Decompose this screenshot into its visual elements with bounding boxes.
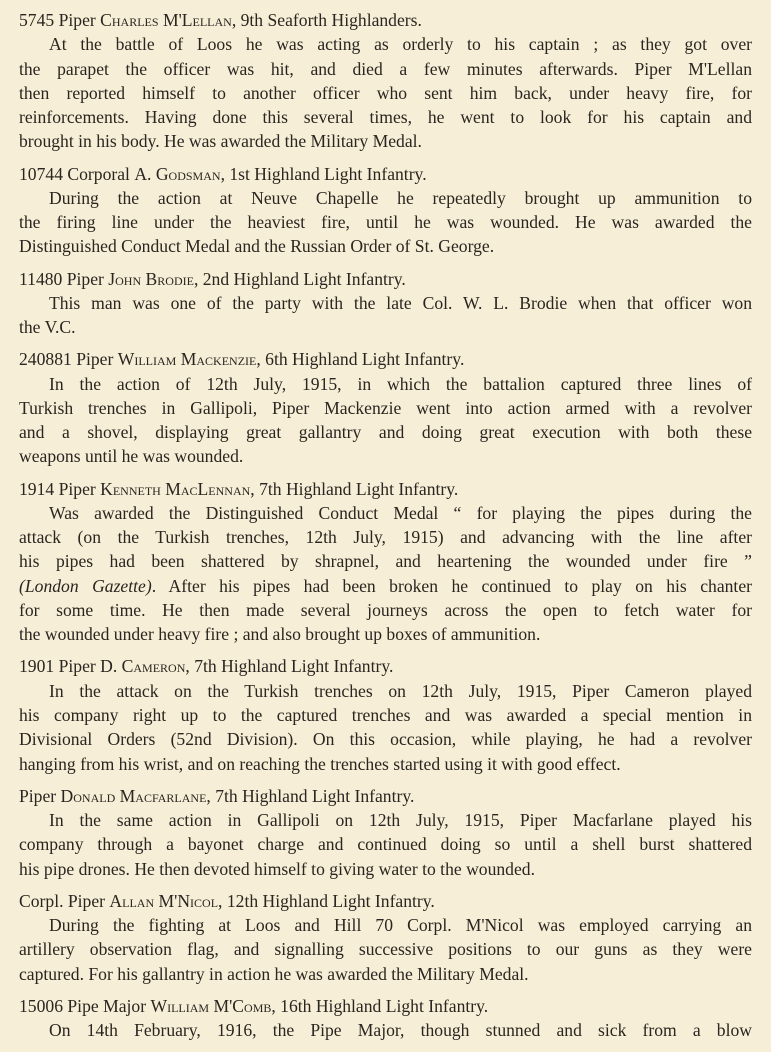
body-line: company through a bayonet charge and continued doing so until a shell burst shattered — [19, 834, 752, 855]
body-line: then reported himself to another officer who sent him back, under heavy fire, for — [19, 82, 752, 103]
rank: Piper — [76, 349, 114, 370]
soldier-name: A. Godsman — [134, 163, 221, 184]
body-line: for some time. He then made several journeys across the open to fetch water for — [19, 600, 752, 621]
body-line: his pipes had been shattered by shrapnel, and heartening the wounded under fire ” — [19, 551, 752, 572]
rank: Piper — [58, 656, 96, 677]
roll-entry — [19, 477, 752, 647]
soldier-name: D. Cameron — [100, 656, 186, 677]
entry-heading — [19, 477, 752, 501]
soldier-name: Charles M'Lellan — [100, 10, 232, 30]
service-number: 240881 — [19, 349, 72, 370]
service-number: 10744 — [19, 163, 63, 184]
service-number: 1914 — [19, 478, 55, 499]
body-line — [19, 574, 752, 598]
roll-entry — [19, 784, 752, 881]
body-line: During the fighting at Loos and Hill 70 Corpl. M'Nicol was employed carrying an — [49, 914, 752, 935]
body-line: On 14th February, 1916, the Pipe Major, though stunned and sick from a blow — [49, 1019, 752, 1040]
unit: , 2nd Highland Light Infantry. — [193, 268, 406, 289]
body-line: Divisional Orders (52nd Division). On this occasion, while playing, he had a revolver — [19, 729, 752, 750]
body-line: reinforcements. Having done this several times, he went to look for his captain and — [19, 107, 752, 128]
body-line: hanging from his wrist, and on reaching the trenches started using it with good effect. — [19, 753, 621, 774]
rank: Corporal — [67, 163, 130, 184]
citation: (London Gazette) — [19, 575, 152, 596]
body-line: the parapet the officer was hit, and died a few minutes afterwards. Piper M'Lellan — [19, 58, 752, 79]
entry-heading — [19, 994, 752, 1018]
body-line: the firing line under the heaviest fire, until he was wounded. He was awarded the — [19, 212, 752, 233]
entry-heading — [19, 347, 752, 371]
body-line: his pipe drones. He then devoted himself to giving water to the wounded. — [19, 858, 535, 879]
roll-entry — [19, 994, 752, 1043]
body-line: weapons until he was wounded. — [19, 446, 244, 467]
roll-entry — [19, 654, 752, 775]
unit: , 12th Highland Light Infantry. — [218, 890, 435, 911]
entry-heading — [19, 889, 752, 913]
unit: , 6th Highland Light Infantry. — [256, 349, 465, 370]
roll-entry — [19, 267, 752, 340]
rank: Piper — [58, 10, 96, 30]
entry-heading — [19, 162, 752, 186]
rank: Piper — [66, 268, 104, 289]
entry-heading — [19, 784, 752, 808]
service-number: 11480 — [19, 268, 63, 289]
entry-heading — [19, 654, 752, 678]
rank: Corpl. Piper — [19, 890, 106, 911]
body-line: At the battle of Loos he was acting as orderly to his captain ; as they got over — [49, 34, 752, 55]
body-line: In the attack on the Turkish trenches on 12th July, 1915, Piper Cameron played — [49, 680, 752, 701]
soldier-name: Allan M'Nicol — [109, 890, 219, 911]
soldier-name: William M'Comb — [150, 995, 272, 1016]
body-line: his company right up to the captured trenches and was awarded a special mention in — [19, 705, 752, 725]
roll-entry — [19, 889, 752, 986]
body-line: In the action of 12th July, 1915, in which the battalion captured three lines of — [49, 373, 752, 394]
body-line: captured. For his gallantry in action he was awarded the Military Medal. — [19, 963, 529, 984]
unit: , 16th Highland Light Infantry. — [271, 995, 489, 1016]
rank: Piper — [19, 785, 57, 806]
roll-entry — [19, 162, 752, 259]
service-number: 15006 — [19, 995, 63, 1016]
body-line: the V.C. — [19, 317, 76, 338]
body-line: and a shovel, displaying great gallantry and doing great execution with both these — [19, 422, 752, 443]
text-segment: . After his pipes had been broken he continued to play on his chanter — [151, 575, 752, 596]
unit: , 7th Highland Light Infantry. — [250, 478, 459, 499]
body-line: artillery observation flag, and signalling successive positions to our guns as they were — [19, 939, 752, 960]
unit: , 9th Seaforth Highlanders. — [231, 10, 422, 30]
entry-heading — [19, 267, 752, 291]
body-line: This man was one of the party with the late Col. W. L. Brodie when that officer won — [49, 292, 752, 313]
body-line: During the action at Neuve Chapelle he repeatedly brought up ammunition to — [49, 187, 752, 208]
roll-entry — [19, 8, 752, 154]
unit: , 7th Highland Light Infantry. — [206, 785, 415, 806]
service-number: 5745 — [19, 10, 55, 30]
document-page — [19, 8, 752, 1042]
body-line: Turkish trenches in Gallipoli, Piper Mackenzie went into action armed with a revolver — [19, 397, 752, 418]
unit: , 1st Highland Light Infantry. — [220, 163, 427, 184]
rank: Piper — [58, 478, 96, 499]
soldier-name: Donald Macfarlane — [60, 785, 207, 806]
body-line: Was awarded the Distinguished Conduct Medal “ for playing the pipes during the — [49, 502, 752, 523]
soldier-name: John Brodie — [108, 268, 194, 289]
roll-entry — [19, 347, 752, 468]
entry-heading — [19, 8, 752, 32]
body-line: attack (on the Turkish trenches, 12th July, 1915) and advancing with the line after — [19, 527, 752, 548]
soldier-name: William Mackenzie — [117, 349, 257, 370]
soldier-name: Kenneth MacLennan — [100, 478, 251, 499]
body-line: In the same action in Gallipoli on 12th July, 1915, Piper Macfarlane played his — [49, 809, 752, 830]
body-line: brought in his body. He was awarded the Military Medal. — [19, 131, 422, 152]
unit: , 7th Highland Light Infantry. — [185, 656, 394, 677]
body-line: the wounded under heavy fire ; and also brought up boxes of ammunition. — [19, 624, 541, 645]
service-number: 1901 — [19, 656, 55, 677]
body-line: Distinguished Conduct Medal and the Russian Order of St. George. — [19, 236, 495, 257]
rank: Pipe Major — [67, 995, 147, 1016]
